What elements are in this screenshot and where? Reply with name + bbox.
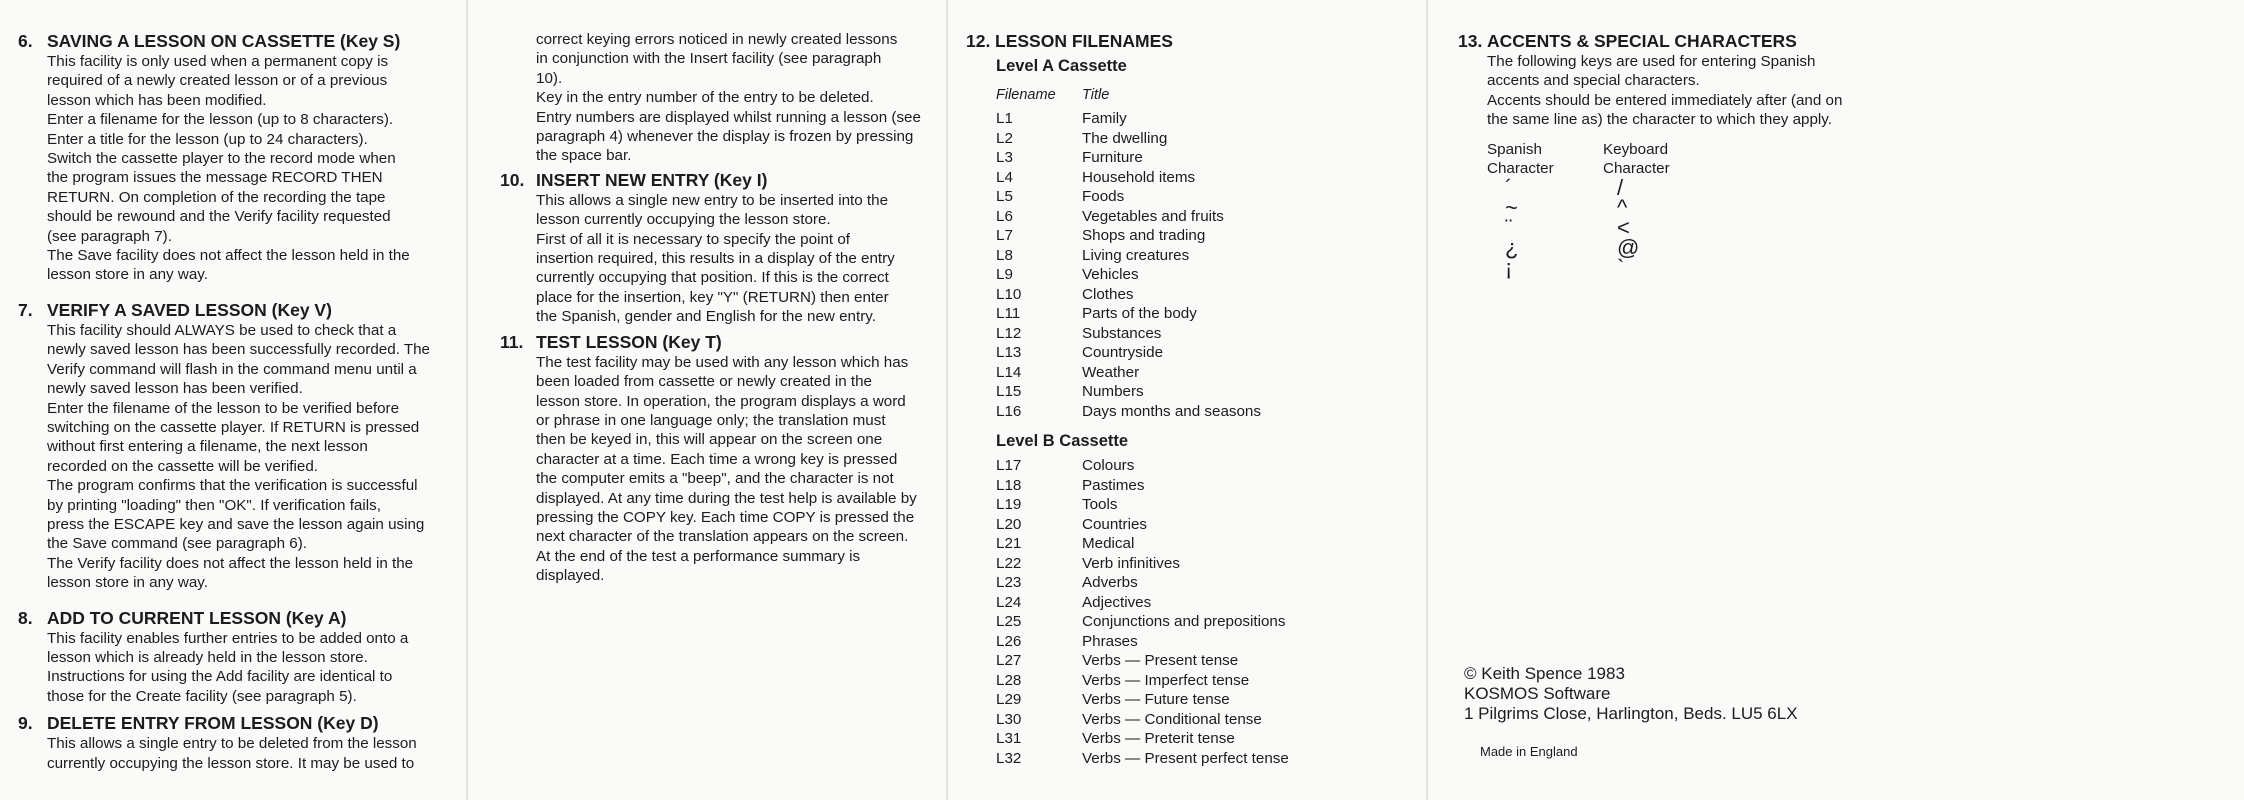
text-line: lesson store in any way. xyxy=(47,266,208,284)
file-row xyxy=(996,749,1418,769)
filename-cell: L19 xyxy=(996,496,1022,513)
spanish-column-header: Spanish xyxy=(1487,140,1542,158)
text-line: those for the Create facility (see paragraph 5). xyxy=(47,687,357,705)
spanish-character: ¡ xyxy=(1505,255,1513,281)
text-line: The program confirms that the verification is successful xyxy=(47,477,418,495)
filename-cell: L26 xyxy=(996,632,1022,650)
keyboard-character: < xyxy=(1617,215,1630,241)
section-8 xyxy=(18,607,454,707)
filename-cell: L14 xyxy=(996,363,1022,381)
text-line: This facility is only used when a permanent copy is xyxy=(47,53,389,70)
file-row xyxy=(996,690,1418,710)
text-line: The Verify facility does not affect the lesson held in the xyxy=(47,554,414,572)
text-line: This allows a single entry to be deleted from the lesson xyxy=(47,735,417,753)
file-row xyxy=(996,207,1418,227)
text-line: Switch the cassette player to the record mode when xyxy=(47,150,396,168)
text-line: lesson store in any way. xyxy=(47,574,208,592)
section-6 xyxy=(18,30,454,285)
filename-cell: L28 xyxy=(996,671,1022,689)
filename-cell: L7 xyxy=(996,227,1013,244)
title-cell: The dwelling xyxy=(1082,129,1168,147)
filename-cell: L31 xyxy=(996,730,1022,747)
file-row xyxy=(996,187,1418,207)
text-line: in conjunction with the Insert facility (see paragraph xyxy=(536,50,882,68)
text-line: then be keyed in, this will appear on the screen one xyxy=(536,431,883,449)
filename-cell: L10 xyxy=(996,285,1022,303)
title-cell: Phrases xyxy=(1082,632,1138,650)
text-line: This allows a single new entry to be inserted into the xyxy=(536,191,889,209)
text-line: press the ESCAPE key and save the lesson again using xyxy=(47,515,425,533)
title-cell: Countries xyxy=(1082,515,1147,533)
text-line: without first entering a filename, the next lesson xyxy=(47,438,368,456)
section-body xyxy=(18,52,454,285)
filename-cell: L6 xyxy=(996,207,1013,225)
file-row xyxy=(996,168,1418,188)
accent-pair-row xyxy=(1487,175,2236,201)
text-line: (see paragraph 7). xyxy=(47,227,172,245)
section-9 xyxy=(18,712,454,773)
spanish-character: ~ xyxy=(1505,195,1518,221)
title-cell: Tools xyxy=(1082,496,1118,513)
title-cell: Verbs — Imperfect tense xyxy=(1082,671,1250,689)
spanish-column-header-2: Character xyxy=(1487,160,1554,178)
text-line: paragraph 4) whenever the display is frozen by pressing xyxy=(536,128,914,146)
text-line: lesson store. In operation, the program displays a word xyxy=(536,392,906,410)
accent-pair-row xyxy=(1487,215,2236,241)
text-line: RETURN. On completion of the recording the tape xyxy=(47,188,386,206)
copyright-line: © Keith Spence 1983 xyxy=(1464,664,1625,683)
made-in-england: Made in England xyxy=(1480,744,1578,759)
file-row xyxy=(996,495,1418,515)
text-line: The Save facility does not affect the lesson held in the xyxy=(47,247,410,265)
file-row xyxy=(996,226,1418,246)
filename-cell: L5 xyxy=(996,188,1013,205)
title-cell: Adverbs xyxy=(1082,574,1138,591)
title-cell: Furniture xyxy=(1082,149,1143,166)
filename-cell: L9 xyxy=(996,266,1013,283)
filename-table-header xyxy=(996,85,1418,105)
title-cell: Parts of the body xyxy=(1082,305,1197,322)
title-cell: Verbs — Future tense xyxy=(1082,691,1230,708)
title-cell: Verb infinitives xyxy=(1082,554,1180,572)
file-row xyxy=(996,129,1418,149)
filename-cell: L3 xyxy=(996,149,1013,166)
text-line: This facility should ALWAYS be used to check that a xyxy=(47,321,397,339)
text-line: lesson currently occupying the lesson store. xyxy=(536,211,831,229)
section-title: LESSON FILENAMES xyxy=(995,31,1173,51)
filename-cell: L18 xyxy=(996,476,1022,494)
filename-cell: L29 xyxy=(996,691,1022,708)
file-row xyxy=(996,632,1418,652)
filename-cell: L2 xyxy=(996,129,1013,147)
text-line: This facility enables further entries to be added onto a xyxy=(47,629,409,647)
text-line: or phrase in one language only; the translation must xyxy=(536,411,886,429)
section-title: ADD TO CURRENT LESSON (Key A) xyxy=(47,607,347,628)
text-line: place for the insertion, key "Y" (RETURN) then enter xyxy=(536,288,889,306)
filename-cell: L30 xyxy=(996,710,1022,728)
text-line: Enter a filename for the lesson (up to 8 characters). xyxy=(47,111,394,129)
file-row xyxy=(996,534,1418,554)
file-row xyxy=(996,265,1418,285)
accent-pair-row xyxy=(1487,195,2236,221)
file-row xyxy=(996,109,1418,129)
text-line: Enter a title for the lesson (up to 24 characters). xyxy=(47,130,368,148)
file-row xyxy=(996,612,1418,632)
section-body xyxy=(488,191,938,327)
filename-cell: L8 xyxy=(996,246,1013,264)
text-line: insertion required, this results in a display of the entry xyxy=(536,250,895,268)
company-name: KOSMOS Software xyxy=(1464,684,1611,703)
filename-cell: L1 xyxy=(996,110,1013,127)
page-panel-3 xyxy=(950,0,1426,800)
text-line: newly saved lesson has been verified. xyxy=(47,380,303,398)
text-line: by printing "loading" then "OK". If verification fails, xyxy=(47,496,381,514)
file-row xyxy=(996,651,1418,671)
file-row xyxy=(996,382,1418,402)
filename-cell: L20 xyxy=(996,515,1022,533)
file-row xyxy=(996,593,1418,613)
text-line: the Save command (see paragraph 6). xyxy=(47,535,308,553)
title-cell: Numbers xyxy=(1082,383,1144,400)
file-row xyxy=(996,343,1418,363)
file-row xyxy=(996,456,1418,476)
text-line: the space bar. xyxy=(536,147,632,165)
section-number: 13. xyxy=(1458,31,1483,51)
file-row xyxy=(996,710,1418,730)
spanish-character: ¨ xyxy=(1505,215,1513,241)
text-line: currently occupying the lesson store. It may be used to xyxy=(47,754,415,772)
section-title: ACCENTS & SPECIAL CHARACTERS xyxy=(1487,31,1797,51)
keyboard-character: / xyxy=(1617,175,1624,201)
section-title: SAVING A LESSON ON CASSETTE (Key S) xyxy=(47,31,401,51)
file-row xyxy=(996,285,1418,305)
accent-pair-row xyxy=(1487,255,2236,281)
section-title: VERIFY A SAVED LESSON (Key V) xyxy=(47,299,332,320)
section-body xyxy=(488,353,938,586)
text-line: been loaded from cassette or newly created in the xyxy=(536,373,873,391)
filename-cell: L27 xyxy=(996,652,1022,669)
title-cell: Substances xyxy=(1082,324,1162,342)
section-body xyxy=(18,321,454,593)
file-row xyxy=(996,324,1418,344)
filename-cell: L22 xyxy=(996,554,1022,572)
title-column-header: Title xyxy=(1082,87,1110,103)
text-line: required of a newly created lesson or of a previous xyxy=(47,72,388,90)
text-line: lesson which is already held in the lesson store. xyxy=(47,648,368,666)
file-row xyxy=(996,304,1418,324)
text-line: Instructions for using the Add facility are identical to xyxy=(47,668,393,686)
page-panel-2 xyxy=(470,0,946,800)
section-body xyxy=(18,734,454,773)
text-line: Verify command will flash in the command menu until a xyxy=(47,360,417,378)
title-cell: Family xyxy=(1082,110,1127,127)
accent-key-table xyxy=(1487,140,2236,279)
section-number: 11. xyxy=(500,331,524,352)
filename-cell: L25 xyxy=(996,613,1022,630)
title-cell: Verbs — Preterit tense xyxy=(1082,730,1235,747)
text-line: At the end of the test a performance summary is xyxy=(536,547,861,565)
accent-pairs xyxy=(1487,175,2236,281)
section-body xyxy=(18,629,454,707)
text-line: Key in the entry number of the entry to be deleted. xyxy=(536,89,874,107)
file-row xyxy=(996,402,1418,422)
filename-cell: L32 xyxy=(996,749,1022,767)
file-row xyxy=(996,554,1418,574)
file-row xyxy=(996,573,1418,593)
section-number: 7. xyxy=(18,299,33,320)
filename-cell: L24 xyxy=(996,593,1022,611)
publisher-footer xyxy=(1464,664,1798,762)
text-line: the program issues the message RECORD THEN xyxy=(47,169,383,187)
title-cell: Adjectives xyxy=(1082,593,1152,611)
text-line: Entry numbers are displayed whilst running a lesson (see xyxy=(536,108,921,126)
level-a-heading: Level A Cassette xyxy=(996,57,1127,75)
keyboard-character: ^ xyxy=(1617,195,1628,221)
text-line: displayed. xyxy=(536,567,605,585)
section-title: INSERT NEW ENTRY (Key I) xyxy=(536,169,768,190)
title-cell: Clothes xyxy=(1082,285,1134,303)
file-row xyxy=(996,515,1418,535)
section-number: 12. xyxy=(966,31,991,51)
section-13-heading xyxy=(1458,30,2236,52)
keyboard-column-header-2: Character xyxy=(1603,160,1670,178)
text-line: pressing the COPY key. Each time COPY is pressed the xyxy=(536,508,915,526)
section-number: 10. xyxy=(500,169,525,190)
title-cell: Countryside xyxy=(1082,344,1164,361)
file-row xyxy=(996,476,1418,496)
file-row xyxy=(996,729,1418,749)
section-title: TEST LESSON (Key T) xyxy=(536,331,722,352)
filename-cell: L17 xyxy=(996,457,1022,474)
title-cell: Conjunctions and prepositions xyxy=(1082,613,1286,630)
text-line: switching on the cassette player. If RETURN is pressed xyxy=(47,418,420,436)
text-line: newly saved lesson has been successfully recorded. The xyxy=(47,341,430,359)
level-b-file-list xyxy=(966,456,1418,768)
filename-cell: L13 xyxy=(996,344,1022,361)
text-line: should be rewound and the Verify facility requested xyxy=(47,208,391,226)
accent-pair-row xyxy=(1487,235,2236,261)
text-line: recorded on the cassette will be verified. xyxy=(47,457,318,475)
title-cell: Household items xyxy=(1082,168,1196,186)
section-12-heading xyxy=(966,30,1418,52)
filename-cell: L16 xyxy=(996,402,1022,420)
section-9-continuation xyxy=(488,30,938,166)
spanish-character: ¿ xyxy=(1505,235,1519,261)
section-body xyxy=(1458,52,2236,130)
keyboard-column-header: Keyboard xyxy=(1603,140,1669,158)
text-line: the same line as) the character to which they apply. xyxy=(1487,111,1832,129)
level-a-file-list xyxy=(966,109,1418,421)
section-10 xyxy=(488,169,938,327)
title-cell: Living creatures xyxy=(1082,246,1190,264)
section-7 xyxy=(18,299,454,593)
text-line: lesson which has been modified. xyxy=(47,91,267,109)
text-line: the computer emits a "beep", and the character is not xyxy=(536,470,894,488)
text-line: The test facility may be used with any lesson which has xyxy=(536,353,909,371)
filename-cell: L4 xyxy=(996,168,1013,186)
section-11 xyxy=(488,331,938,586)
title-cell: Verbs — Conditional tense xyxy=(1082,710,1262,728)
section-number: 8. xyxy=(18,607,33,628)
title-cell: Pastimes xyxy=(1082,476,1145,494)
title-cell: Foods xyxy=(1082,188,1125,205)
text-line: Enter the filename of the lesson to be verified before xyxy=(47,399,400,417)
filename-cell: L23 xyxy=(996,574,1022,591)
text-line: displayed. At any time during the test help is available by xyxy=(536,489,917,507)
text-line: Accents should be entered immediately after (and on xyxy=(1487,91,1843,109)
title-cell: Days months and seasons xyxy=(1082,402,1261,420)
text-line: The following keys are used for entering Spanish xyxy=(1487,53,1816,70)
title-cell: Colours xyxy=(1082,457,1135,474)
text-line: First of all it is necessary to specify the point of xyxy=(536,230,851,248)
text-line: correct keying errors noticed in newly created lessons xyxy=(536,31,898,48)
title-cell: Vegetables and fruits xyxy=(1082,207,1224,225)
title-cell: Verbs — Present perfect tense xyxy=(1082,749,1289,767)
text-line: the Spanish, gender and English for the new entry. xyxy=(536,308,876,326)
title-cell: Medical xyxy=(1082,535,1135,552)
company-address: 1 Pilgrims Close, Harlington, Beds. LU5 6LX xyxy=(1464,704,1798,723)
text-line: character at a time. Each time a wrong key is pressed xyxy=(536,450,898,468)
section-title: DELETE ENTRY FROM LESSON (Key D) xyxy=(47,713,379,734)
text-line: currently occupying that position. If this is the correct xyxy=(536,269,889,287)
filename-cell: L11 xyxy=(996,305,1021,322)
level-b-heading: Level B Cassette xyxy=(996,432,1129,450)
keyboard-character: ` xyxy=(1617,255,1625,281)
file-row xyxy=(996,246,1418,266)
title-cell: Verbs — Present tense xyxy=(1082,652,1239,669)
file-row xyxy=(996,363,1418,383)
page-panel-1 xyxy=(0,0,466,800)
filename-column-header: Filename xyxy=(996,87,1056,103)
title-cell: Vehicles xyxy=(1082,266,1139,283)
spanish-character: ´ xyxy=(1505,175,1513,201)
text-line: accents and special characters. xyxy=(1487,72,1700,90)
section-number: 9. xyxy=(18,713,33,734)
filename-cell: L15 xyxy=(996,383,1022,400)
keyboard-character: @ xyxy=(1617,235,1640,261)
title-cell: Weather xyxy=(1082,363,1140,381)
file-row xyxy=(996,671,1418,691)
file-row xyxy=(996,148,1418,168)
section-number: 6. xyxy=(18,31,33,51)
text-line: next character of the translation appears on the screen. xyxy=(536,528,909,546)
text-line: 10). xyxy=(536,69,563,87)
filename-cell: L21 xyxy=(996,535,1022,552)
title-cell: Shops and trading xyxy=(1082,227,1206,244)
filename-cell: L12 xyxy=(996,324,1022,342)
